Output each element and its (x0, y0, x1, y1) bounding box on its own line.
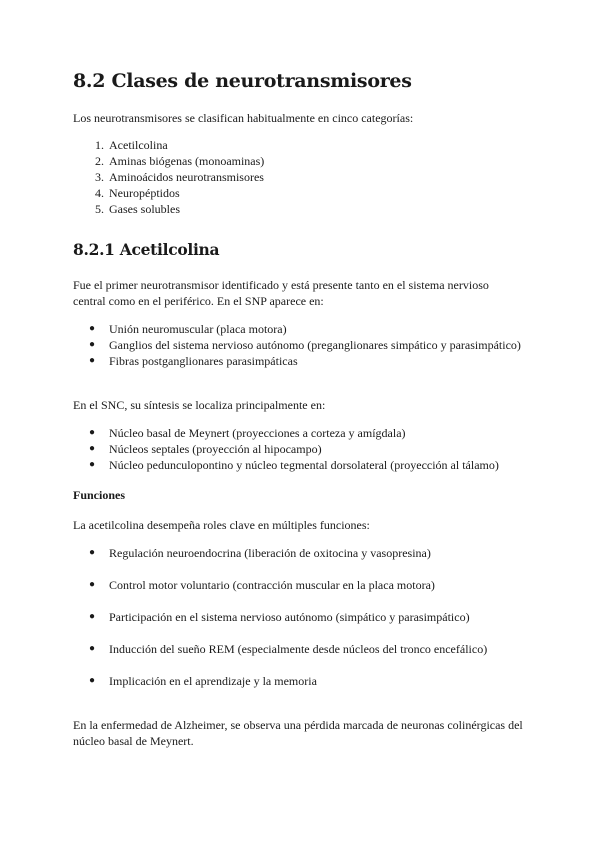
bullet-icon: ● (89, 579, 96, 590)
bullet-icon: ● (89, 547, 96, 558)
bullet-icon: ● (89, 323, 96, 334)
bullet-icon: ● (89, 643, 96, 654)
bullet-icon: ● (89, 459, 96, 470)
bullet-icon: ● (89, 675, 96, 686)
bullet-icon: ● (89, 443, 96, 454)
bullet-icon: ● (89, 355, 96, 366)
bullet-icon: ● (89, 611, 96, 622)
paragraph-line: central como en el periférico. En el SNP aparece en: (73, 294, 324, 308)
paragraph: En el SNC, su síntesis se localiza principalmente en: (73, 398, 326, 412)
subsection-heading: 8.2.1 Acetilcolina (73, 240, 220, 259)
bullet-icon: ● (89, 339, 96, 350)
paragraph-line: Fue el primer neurotransmisor identificado y está presente tanto en el sistema nervioso (73, 278, 489, 292)
functions-heading: Funciones (73, 488, 126, 502)
section-heading: 8.2 Clases de neurotransmisores (73, 70, 412, 92)
paragraph: La acetilcolina desempeña roles clave en múltiples funciones: (73, 518, 370, 532)
intro-paragraph: Los neurotransmisores se clasifican habitualmente en cinco categorías: (73, 111, 414, 125)
paragraph-line: núcleo basal de Meynert. (73, 734, 194, 748)
bullet-icon: ● (89, 427, 96, 438)
paragraph-line: En la enfermedad de Alzheimer, se observa una pérdida marcada de neuronas colinérgicas del (73, 718, 523, 732)
